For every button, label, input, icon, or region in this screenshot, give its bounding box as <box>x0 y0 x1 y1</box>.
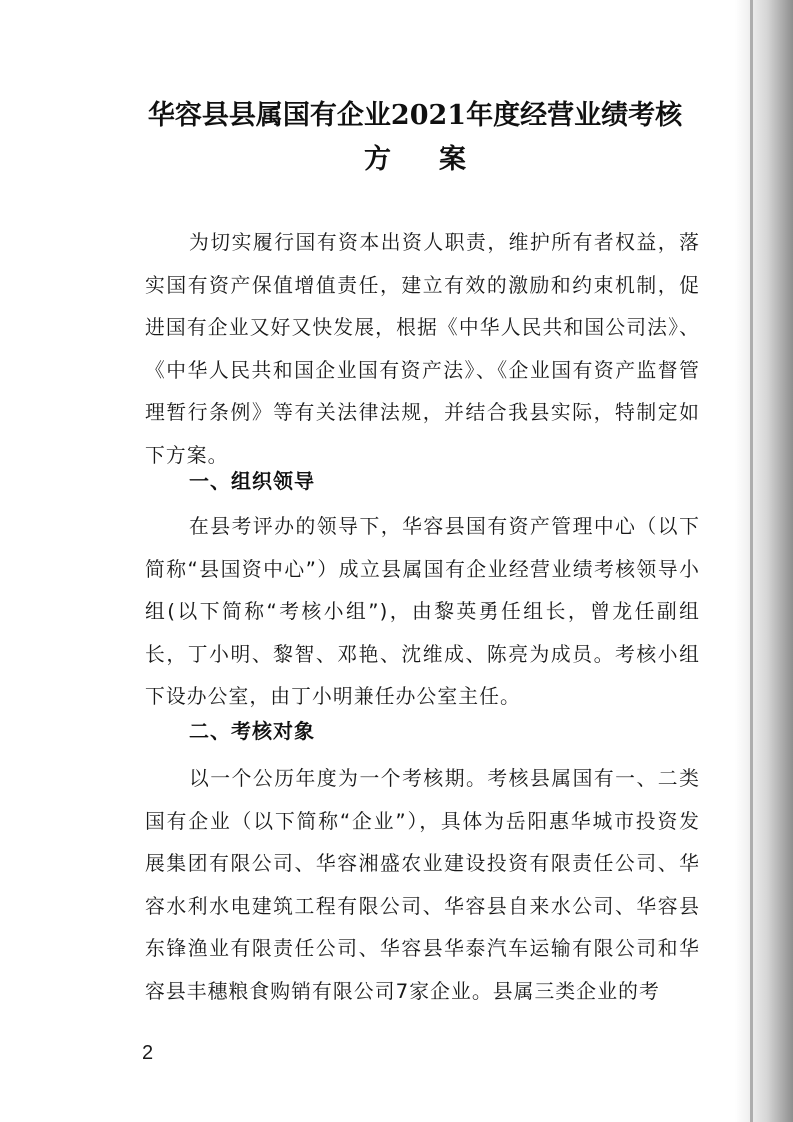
document-title-line-1: 华容县县属国有企业2021年度经营业绩考核 <box>147 100 683 131</box>
section-heading-targets: 二、考核对象 <box>189 719 315 743</box>
paragraph-targets: 以一个公历年度为一个考核期。考核县属国有一、二类国有企业（以下简称“企业”），具体为岳阳惠华城市投资发展集团有限公司、华容湘盛农业建设投资有限责任公司、华容水利水电建筑工程有限公司、华容县自来水公司、华容县东锋渔业有限责任公司、华容县华泰汽车运输有限公司和华容县丰穗粮食购销有限公司7家企业。县属三类企业的考 <box>145 767 700 1003</box>
page-number: 2 <box>142 1042 154 1064</box>
paragraph-intro: 为切实履行国有资本出资人职责，维护所有者权益，落实国有资产保值增值责任，建立有效的激励和约束机制，促进国有企业又好又快发展，根据《中华人民共和国公司法》、《中华人民共和国企业国有资产法》、《企业国有资产监督管理暂行条例》等有关法律法规，并结合我县实际，特制定如下方案。 <box>145 231 700 467</box>
paragraph-organization: 在县考评办的领导下，华容县国有资产管理中心（以下简称“县国资中心”）成立县属国有企业经营业绩考核领导小组(以下简称“考核小组”)，由黎英勇任组长，曾龙任副组长，丁小明、黎智、邓艳、沈维成、陈亮为成员。考核小组下设办公室，由丁小明兼任办公室主任。 <box>145 515 700 709</box>
document-title-line-2: 方案 <box>364 144 514 175</box>
section-heading-organization: 一、组织领导 <box>189 469 315 493</box>
